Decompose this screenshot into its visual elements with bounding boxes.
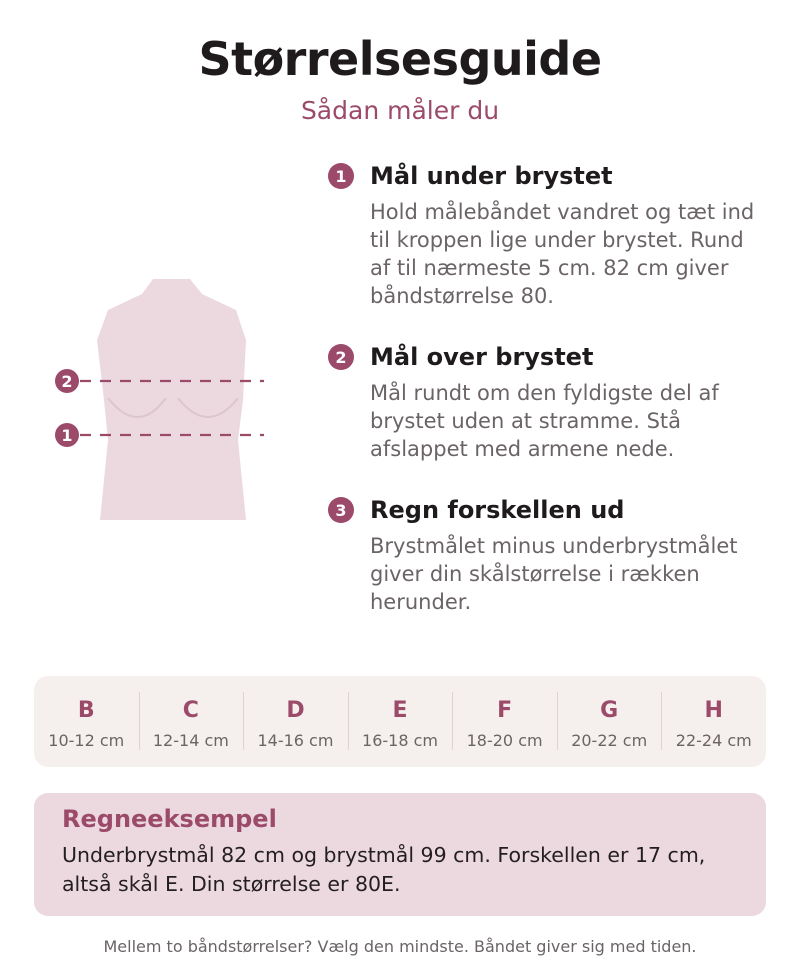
step-number: 3	[328, 497, 354, 523]
cup-range: 18-20 cm	[466, 731, 543, 750]
cup-size-b	[34, 676, 139, 767]
torso-illustration	[50, 270, 280, 530]
torso-svg	[50, 270, 280, 530]
example-box	[34, 793, 766, 916]
cup-range: 10-12 cm	[48, 731, 125, 750]
cup-letter: G	[600, 698, 619, 723]
step-1	[328, 160, 768, 310]
step-3	[328, 494, 768, 616]
page-subtitle: Sådan måler du	[300, 96, 500, 125]
torso-shape	[97, 279, 246, 520]
cup-range: 16-18 cm	[362, 731, 438, 750]
cup-range: 14-16 cm	[257, 731, 334, 750]
cup-range: 12-14 cm	[152, 731, 229, 750]
step-description: Hold målebåndet vandret og tæt ind til kroppen lige under brystet. Rund af til nærmeste 5 cm. 82 cm giver båndstørrelse 80.	[370, 200, 755, 308]
cup-size-f	[452, 676, 557, 767]
step-2	[328, 341, 768, 463]
cup-size-c	[139, 676, 244, 767]
step-number: 1	[328, 163, 354, 189]
cup-size-d	[243, 676, 348, 767]
step-title: Regn forskellen ud	[370, 496, 625, 524]
cup-letter: E	[392, 698, 408, 723]
cup-letter: F	[497, 698, 513, 723]
step-number: 2	[328, 344, 354, 370]
step-description: Mål rundt om den fyldigste del af brystet uden at stramme. Stå afslappet med armene nede.	[370, 381, 719, 461]
marker-under-bust-label: 1	[61, 426, 73, 445]
cup-range: 22-24 cm	[675, 731, 752, 750]
footer-note: Mellem to båndstørrelser? Vælg den mindste. Båndet giver sig med tiden.	[103, 937, 697, 956]
marker-over-bust	[55, 369, 79, 393]
cup-size-h	[661, 676, 766, 767]
cup-letter: D	[286, 698, 305, 723]
cup-letter: B	[77, 698, 95, 723]
cup-letter: C	[182, 698, 199, 723]
step-description: Brystmålet minus underbrystmålet giver din skålstørrelse i rækken herunder.	[370, 534, 738, 614]
cup-size-table	[34, 676, 766, 767]
cup-range: 20-22 cm	[571, 731, 648, 750]
marker-over-bust-label: 2	[61, 372, 73, 391]
cup-size-g	[557, 676, 662, 767]
example-title: Regneeksempel	[62, 805, 277, 833]
marker-under-bust	[55, 423, 79, 447]
page-title: Størrelsesguide	[198, 32, 602, 86]
example-text: Underbrystmål 82 cm og brystmål 99 cm. Forskellen er 17 cm, altså skål E. Din størrelse er 80E.	[62, 843, 706, 896]
cup-size-e	[348, 676, 453, 767]
cup-letter: H	[704, 698, 723, 723]
step-title: Mål over brystet	[370, 343, 594, 371]
step-title: Mål under brystet	[370, 162, 613, 190]
